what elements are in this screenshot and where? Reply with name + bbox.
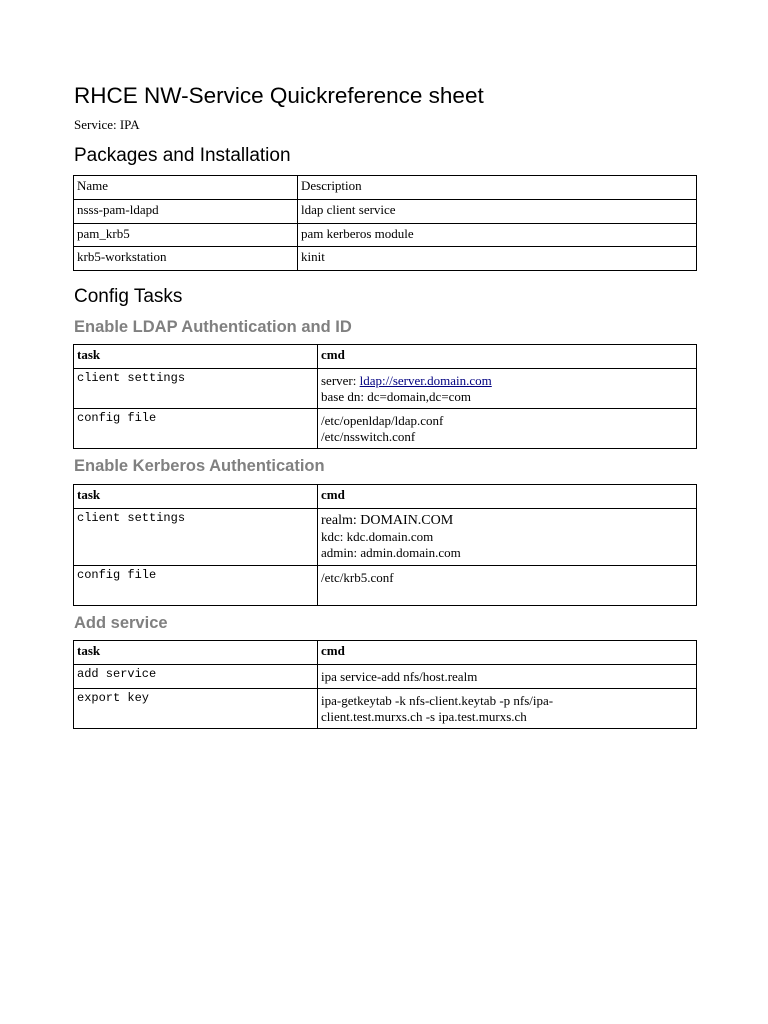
cmd-cell (318, 509, 697, 566)
task-cell: add service (74, 665, 318, 689)
cmd-line: /etc/krb5.conf (321, 570, 394, 585)
table-row (74, 665, 697, 689)
cmd-cell (318, 566, 697, 606)
cmd-line (321, 373, 693, 389)
column-header-cmd: cmd (318, 485, 697, 509)
table-row (74, 689, 697, 729)
cmd-line: kdc: kdc.domain.com (321, 529, 434, 544)
cmd-line: ipa-getkeytab -k nfs-client.keytab -p nfs/ipa- (321, 693, 554, 708)
cmd-prefix: server: (321, 373, 360, 388)
package-name: pam_krb5 (74, 224, 298, 247)
table-row (74, 509, 697, 566)
table-header-row (74, 345, 697, 369)
cmd-cell (318, 665, 697, 689)
table-header-row (74, 485, 697, 509)
package-name: krb5-workstation (74, 247, 298, 271)
cmd-line: realm: DOMAIN.COM (321, 513, 454, 528)
table-row (74, 566, 697, 606)
cmd-line: /etc/nsswitch.conf (321, 429, 416, 444)
ldap-server-link[interactable]: ldap://server.domain.com (359, 373, 492, 388)
table-row (74, 200, 697, 224)
cmd-line: /etc/openldap/ldap.conf (321, 413, 444, 428)
table-row (74, 409, 697, 449)
task-cell: client settings (74, 369, 318, 409)
column-header-name: Name (74, 176, 298, 200)
kerberos-table (73, 484, 697, 606)
cmd-line: admin: admin.domain.com (321, 545, 461, 560)
packages-heading: Packages and Installation (74, 145, 291, 166)
ldap-heading: Enable LDAP Authentication and ID (74, 318, 352, 336)
table-header-row (74, 176, 697, 200)
cmd-cell (318, 369, 697, 409)
page-title: RHCE NW-Service Quickreference sheet (74, 83, 484, 108)
table-row (74, 247, 697, 271)
cmd-line: client.test.murxs.ch -s ipa.test.murxs.ch (321, 709, 527, 724)
packages-table (73, 175, 697, 271)
cmd-cell (318, 409, 697, 449)
table-row (74, 224, 697, 247)
cmd-cell (318, 689, 697, 729)
kerberos-heading: Enable Kerberos Authentication (74, 457, 325, 475)
column-header-cmd: cmd (318, 641, 697, 665)
task-cell: config file (74, 566, 318, 606)
table-header-row (74, 641, 697, 665)
task-cell: client settings (74, 509, 318, 566)
package-description: ldap client service (298, 200, 697, 224)
config-tasks-heading: Config Tasks (74, 286, 183, 307)
task-cell: export key (74, 689, 318, 729)
service-line: Service: IPA (74, 117, 140, 132)
table-row (74, 369, 697, 409)
package-description: pam kerberos module (298, 224, 697, 247)
column-header-task: task (74, 641, 318, 665)
task-cell: config file (74, 409, 318, 449)
cmd-line: base dn: dc=domain,dc=com (321, 389, 472, 404)
column-header-task: task (74, 345, 318, 369)
add-service-heading: Add service (74, 614, 168, 632)
ldap-table (73, 344, 697, 449)
package-description: kinit (298, 247, 697, 271)
column-header-task: task (74, 485, 318, 509)
package-name: nsss-pam-ldapd (74, 200, 298, 224)
cmd-line: ipa service-add nfs/host.realm (321, 669, 478, 684)
column-header-cmd: cmd (318, 345, 697, 369)
add-service-table (73, 640, 697, 729)
column-header-description: Description (298, 176, 697, 200)
